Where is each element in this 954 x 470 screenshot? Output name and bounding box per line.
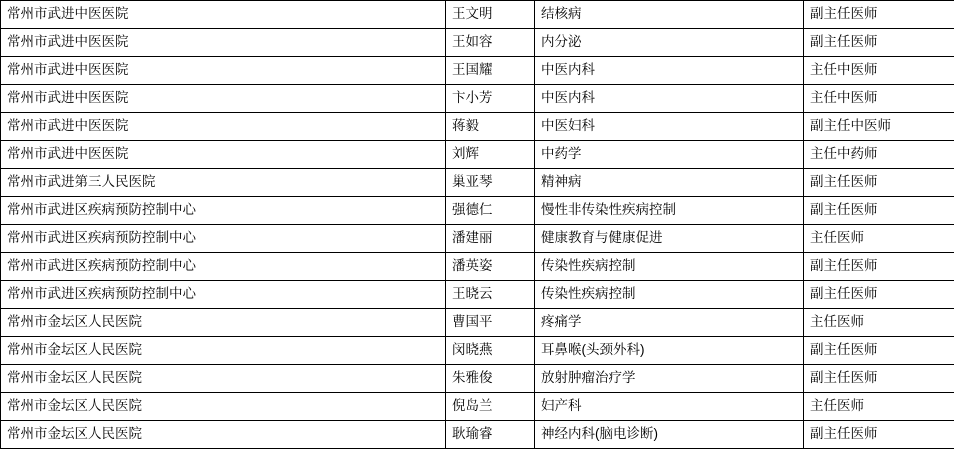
cell-organization: 常州市武进中医医院 bbox=[1, 29, 446, 57]
table-row bbox=[1, 365, 954, 393]
cell-specialty: 传染性疾病控制 bbox=[535, 281, 804, 309]
cell-title: 主任中医师 bbox=[804, 57, 954, 85]
cell-name: 王如容 bbox=[446, 29, 535, 57]
cell-title: 副主任中医师 bbox=[804, 113, 954, 141]
table-body bbox=[1, 1, 954, 449]
cell-name: 卞小芳 bbox=[446, 85, 535, 113]
cell-organization: 常州市武进区疾病预防控制中心 bbox=[1, 197, 446, 225]
cell-specialty: 神经内科(脑电诊断) bbox=[535, 421, 804, 449]
cell-title: 副主任医师 bbox=[804, 197, 954, 225]
cell-title: 主任医师 bbox=[804, 225, 954, 253]
table-row bbox=[1, 169, 954, 197]
cell-name: 倪岛兰 bbox=[446, 393, 535, 421]
cell-name: 刘辉 bbox=[446, 141, 535, 169]
table-row bbox=[1, 57, 954, 85]
cell-specialty: 疼痛学 bbox=[535, 309, 804, 337]
cell-name: 耿瑜睿 bbox=[446, 421, 535, 449]
cell-title: 副主任医师 bbox=[804, 29, 954, 57]
cell-specialty: 中药学 bbox=[535, 141, 804, 169]
cell-organization: 常州市金坛区人民医院 bbox=[1, 309, 446, 337]
cell-specialty: 中医妇科 bbox=[535, 113, 804, 141]
table-row bbox=[1, 225, 954, 253]
cell-name: 巢亚琴 bbox=[446, 169, 535, 197]
table-row bbox=[1, 253, 954, 281]
cell-name: 朱雅俊 bbox=[446, 365, 535, 393]
cell-name: 强德仁 bbox=[446, 197, 535, 225]
cell-specialty: 中医内科 bbox=[535, 85, 804, 113]
cell-organization: 常州市武进区疾病预防控制中心 bbox=[1, 281, 446, 309]
cell-organization: 常州市金坛区人民医院 bbox=[1, 421, 446, 449]
cell-organization: 常州市武进中医医院 bbox=[1, 113, 446, 141]
table-row bbox=[1, 309, 954, 337]
cell-title: 副主任医师 bbox=[804, 253, 954, 281]
cell-organization: 常州市金坛区人民医院 bbox=[1, 365, 446, 393]
table-row bbox=[1, 85, 954, 113]
cell-name: 潘英姿 bbox=[446, 253, 535, 281]
cell-title: 副主任医师 bbox=[804, 169, 954, 197]
cell-organization: 常州市金坛区人民医院 bbox=[1, 337, 446, 365]
table-row bbox=[1, 1, 954, 29]
table-row bbox=[1, 337, 954, 365]
cell-organization: 常州市武进区疾病预防控制中心 bbox=[1, 225, 446, 253]
cell-organization: 常州市武进区疾病预防控制中心 bbox=[1, 253, 446, 281]
cell-title: 副主任医师 bbox=[804, 1, 954, 29]
cell-specialty: 传染性疾病控制 bbox=[535, 253, 804, 281]
cell-organization: 常州市武进中医医院 bbox=[1, 1, 446, 29]
cell-specialty: 结核病 bbox=[535, 1, 804, 29]
cell-name: 曹国平 bbox=[446, 309, 535, 337]
cell-title: 副主任医师 bbox=[804, 365, 954, 393]
cell-specialty: 放射肿瘤治疗学 bbox=[535, 365, 804, 393]
cell-specialty: 精神病 bbox=[535, 169, 804, 197]
table-row bbox=[1, 197, 954, 225]
table-row bbox=[1, 281, 954, 309]
cell-title: 主任医师 bbox=[804, 393, 954, 421]
cell-title: 主任中医师 bbox=[804, 85, 954, 113]
table-row bbox=[1, 421, 954, 449]
table-row bbox=[1, 393, 954, 421]
cell-title: 主任中药师 bbox=[804, 141, 954, 169]
cell-specialty: 健康教育与健康促进 bbox=[535, 225, 804, 253]
cell-title: 副主任医师 bbox=[804, 281, 954, 309]
cell-specialty: 妇产科 bbox=[535, 393, 804, 421]
cell-specialty: 慢性非传染性疾病控制 bbox=[535, 197, 804, 225]
cell-organization: 常州市武进中医医院 bbox=[1, 141, 446, 169]
cell-organization: 常州市金坛区人民医院 bbox=[1, 393, 446, 421]
cell-name: 王晓云 bbox=[446, 281, 535, 309]
cell-organization: 常州市武进中医医院 bbox=[1, 85, 446, 113]
cell-organization: 常州市武进中医医院 bbox=[1, 57, 446, 85]
cell-name: 潘建丽 bbox=[446, 225, 535, 253]
cell-specialty: 中医内科 bbox=[535, 57, 804, 85]
cell-title: 主任医师 bbox=[804, 309, 954, 337]
cell-name: 蒋毅 bbox=[446, 113, 535, 141]
cell-specialty: 内分泌 bbox=[535, 29, 804, 57]
cell-name: 王文明 bbox=[446, 1, 535, 29]
cell-name: 王国耀 bbox=[446, 57, 535, 85]
cell-title: 副主任医师 bbox=[804, 421, 954, 449]
cell-specialty: 耳鼻喉(头颈外科) bbox=[535, 337, 804, 365]
table-row bbox=[1, 113, 954, 141]
table-row bbox=[1, 29, 954, 57]
cell-title: 副主任医师 bbox=[804, 337, 954, 365]
table-row bbox=[1, 141, 954, 169]
cell-name: 闵晓燕 bbox=[446, 337, 535, 365]
cell-organization: 常州市武进第三人民医院 bbox=[1, 169, 446, 197]
